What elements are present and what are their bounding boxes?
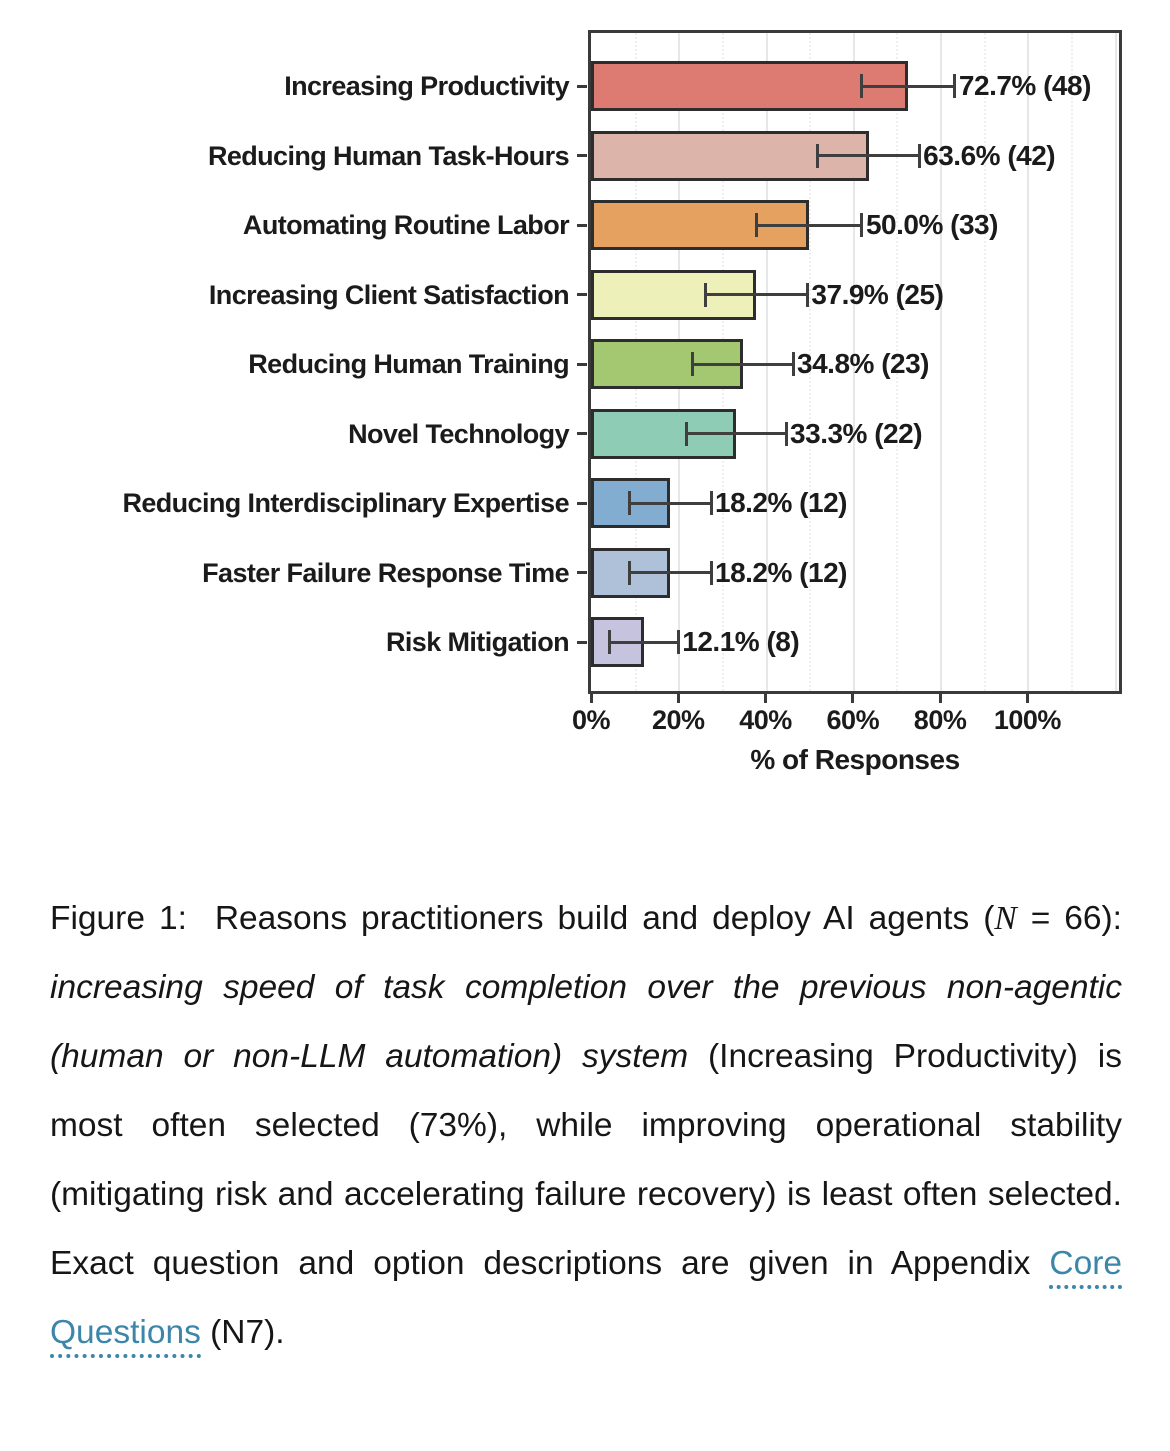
y-tick: [577, 432, 587, 435]
value-label: 34.8% (23): [797, 348, 929, 379]
error-bar-cap-left: [816, 144, 819, 168]
y-tick: [577, 363, 587, 366]
x-tick-label: 40%: [739, 705, 792, 735]
y-tick: [577, 502, 587, 505]
value-label: 18.2% (12): [715, 556, 847, 588]
x-tick-label: 60%: [826, 705, 880, 735]
category-label: Increasing Productivity: [284, 71, 569, 101]
figure-1: [0, 884, 1170, 1367]
error-bar-cap-right: [792, 352, 795, 376]
error-bar: [818, 154, 919, 157]
figure-caption: [50, 884, 1122, 1367]
major-gridline: [1115, 33, 1117, 691]
caption-text: Figure 1: Reasons practitioners build and deploy AI agents (: [50, 900, 995, 937]
error-bar-cap-left: [608, 630, 611, 654]
y-tick: [577, 224, 587, 227]
y-tick: [577, 571, 587, 574]
error-bar-cap-left: [685, 422, 688, 446]
category-labels-column: [0, 33, 579, 691]
caption-text: (N7).: [200, 1314, 285, 1351]
error-bar: [705, 293, 807, 296]
error-bar-cap-right: [860, 213, 863, 237]
error-bar-cap-left: [628, 491, 631, 515]
error-bar-cap-left: [755, 213, 758, 237]
category-label: Reducing Human Task-Hours: [207, 140, 569, 171]
value-label: 63.6% (42): [923, 139, 1056, 171]
x-tick: [677, 694, 680, 703]
value-label: 37.9% (25): [811, 278, 944, 310]
category-label: Reducing Human Training: [248, 349, 569, 379]
major-gridline: [940, 33, 942, 691]
error-bar: [862, 85, 955, 88]
core-questions-link[interactable]: Core Questions: [50, 1245, 1122, 1358]
caption-math-n: N: [994, 900, 1017, 937]
error-bar: [630, 571, 711, 574]
value-label: 72.7% (48): [958, 70, 1091, 101]
category-label: Increasing Client Satisfaction: [208, 279, 569, 310]
y-tick: [577, 641, 587, 644]
plot-area: [588, 30, 1122, 694]
caption-text: = 66):: [1016, 900, 1122, 937]
category-label: Risk Mitigation: [385, 627, 569, 657]
category-label: Automating Routine Labor: [242, 210, 569, 240]
caption-text: (Increasing Productivity) is most often selected (73%), while improving operational stability (mitigating risk and accelerating failure recovery) is least often selected. Exact question and option descriptions are given in Appendix: [50, 1038, 1122, 1282]
value-label: 18.2% (12): [715, 487, 847, 518]
error-bar-cap-right: [806, 283, 809, 307]
category-label: Reducing Interdisciplinary Expertise: [122, 488, 569, 518]
category-label: Novel Technology: [348, 418, 569, 449]
x-tick: [764, 694, 767, 703]
x-tick: [590, 694, 593, 703]
error-bar: [630, 502, 711, 505]
y-tick: [577, 293, 587, 296]
x-tick: [851, 694, 854, 703]
error-bar-cap-left: [691, 352, 694, 376]
x-tick-label: 80%: [913, 705, 967, 735]
error-bar-cap-right: [953, 74, 956, 98]
y-tick: [577, 154, 587, 157]
minor-gridline: [984, 33, 986, 691]
category-label: Faster Failure Response Time: [202, 557, 569, 588]
major-gridline: [1027, 33, 1029, 691]
x-axis-title: % of Responses: [750, 744, 960, 775]
y-tick: [577, 85, 587, 88]
minor-gridline: [1071, 33, 1073, 691]
error-bar-cap-right: [710, 561, 713, 585]
error-bar: [693, 363, 793, 366]
x-tick-label: 100%: [993, 705, 1061, 735]
error-bar-cap-right: [677, 630, 680, 654]
caption-emphasis: increasing speed of task completion over the previous non-agentic (human or non-LLM automation) system: [50, 969, 1122, 1075]
value-label: 12.1% (8): [682, 626, 800, 657]
error-bar-cap-left: [704, 283, 707, 307]
x-tick: [1026, 694, 1029, 703]
x-tick: [939, 694, 942, 703]
value-label: 50.0% (33): [865, 209, 998, 240]
error-bar-cap-left: [628, 561, 631, 585]
error-bar-cap-left: [860, 74, 863, 98]
error-bar-cap-right: [918, 144, 921, 168]
error-bar: [609, 641, 678, 644]
error-bar: [687, 432, 786, 435]
error-bar-cap-right: [785, 422, 788, 446]
x-tick-label: 20%: [651, 705, 705, 735]
x-tick-label: 0%: [571, 705, 611, 735]
error-bar-cap-right: [710, 491, 713, 515]
error-bar: [756, 224, 862, 227]
value-label: 33.3% (22): [790, 417, 923, 449]
